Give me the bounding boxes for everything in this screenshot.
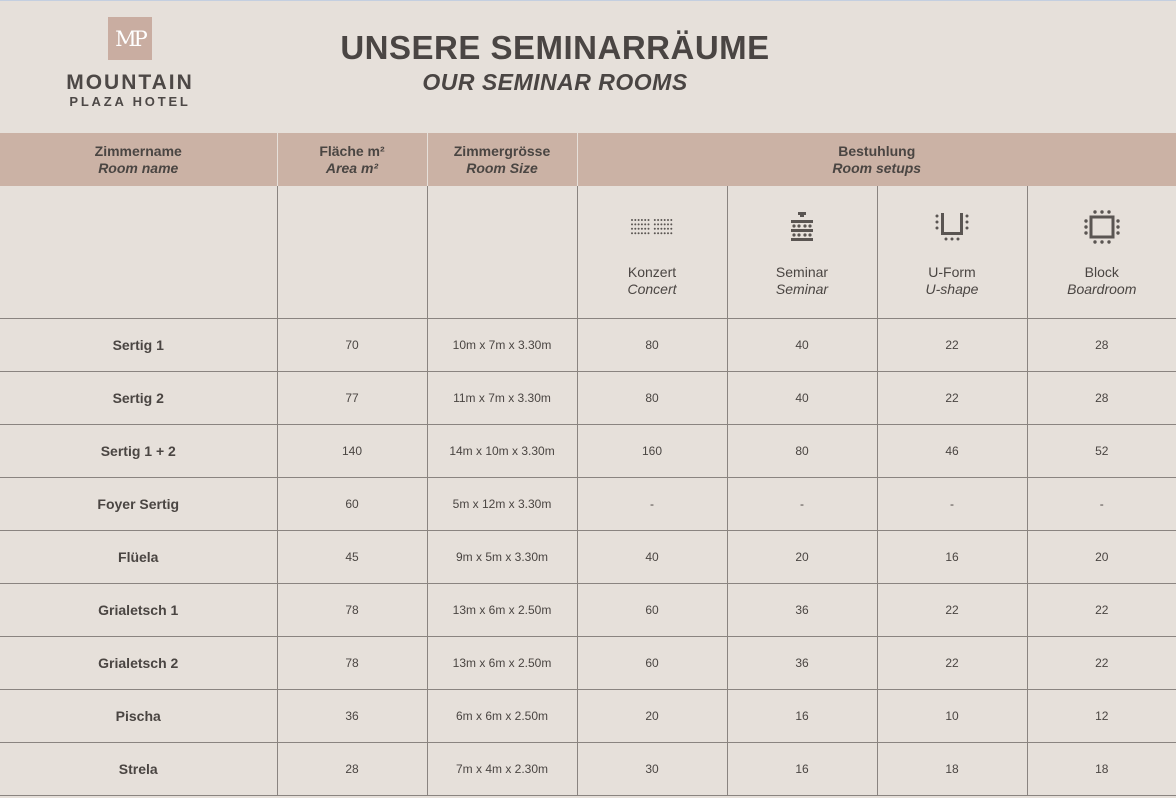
seminar-capacity-cell: 40 — [727, 372, 877, 425]
u-shape-capacity-cell: 22 — [877, 637, 1027, 690]
table-row — [0, 478, 1176, 531]
area-cell: 70 — [277, 319, 427, 372]
room-size-cell: 13m x 6m x 2.50m — [427, 584, 577, 637]
table-row — [0, 319, 1176, 372]
seminar-rooms-table — [0, 133, 1176, 796]
area-cell: 45 — [277, 531, 427, 584]
area-cell: 78 — [277, 637, 427, 690]
column-header-en: Room setups — [832, 159, 922, 176]
setup-seminar — [727, 186, 877, 319]
hotel-logo — [60, 17, 200, 110]
table-row — [0, 425, 1176, 478]
room-size-cell: 5m x 12m x 3.30m — [427, 478, 577, 531]
room-name-cell: Grialetsch 2 — [0, 637, 277, 690]
room-name-cell: Grialetsch 1 — [0, 584, 277, 637]
room-name-cell: Pischa — [0, 690, 277, 743]
concert-seating-icon — [578, 210, 727, 244]
table-row — [0, 743, 1176, 796]
concert-capacity-cell: 40 — [577, 531, 727, 584]
boardroom-seating-icon — [1028, 210, 1176, 244]
seminar-capacity-cell: 20 — [727, 531, 877, 584]
concert-capacity-cell: 80 — [577, 372, 727, 425]
u-shape-capacity-cell: 22 — [877, 372, 1027, 425]
room-name-cell: Sertig 1 + 2 — [0, 425, 277, 478]
column-header-de: Zimmergrösse — [453, 142, 551, 159]
setup-concert — [577, 186, 727, 319]
u-shape-capacity-cell: 22 — [877, 319, 1027, 372]
room-name-cell: Sertig 1 — [0, 319, 277, 372]
seminar-capacity-cell: 36 — [727, 637, 877, 690]
page-subtitle: OUR SEMINAR ROOMS — [422, 69, 688, 95]
concert-capacity-cell: 80 — [577, 319, 727, 372]
room-size-cell: 13m x 6m x 2.50m — [427, 637, 577, 690]
u-shape-capacity-cell: 10 — [877, 690, 1027, 743]
u-shape-capacity-cell: 18 — [877, 743, 1027, 796]
setup-label-en: U-shape — [925, 281, 979, 297]
logo-mark-icon: MP — [108, 17, 152, 60]
room-name-cell: Foyer Sertig — [0, 478, 277, 531]
setup-label-en: Concert — [627, 281, 677, 297]
setup-label-de: Konzert — [627, 264, 677, 280]
concert-capacity-cell: 60 — [577, 584, 727, 637]
u-shape-capacity-cell: - — [877, 478, 1027, 531]
setup-u-shape — [877, 186, 1027, 319]
setup-icons-row — [0, 186, 1176, 319]
column-header-de: Zimmername — [94, 142, 182, 159]
room-name-cell: Strela — [0, 743, 277, 796]
column-header-room-size — [427, 133, 577, 186]
seminar-capacity-cell: - — [727, 478, 877, 531]
seminar-capacity-cell: 36 — [727, 584, 877, 637]
room-name-cell: Flüela — [0, 531, 277, 584]
boardroom-capacity-cell: 28 — [1027, 319, 1176, 372]
room-size-cell: 6m x 6m x 2.50m — [427, 690, 577, 743]
area-cell: 28 — [277, 743, 427, 796]
top-border-line — [0, 0, 1176, 1]
setup-boardroom — [1027, 186, 1176, 319]
setup-row-empty-cell — [0, 186, 277, 319]
boardroom-capacity-cell: 22 — [1027, 637, 1176, 690]
column-header-en: Room Size — [466, 159, 538, 176]
boardroom-capacity-cell: 18 — [1027, 743, 1176, 796]
seminar-capacity-cell: 16 — [727, 690, 877, 743]
room-size-cell: 11m x 7m x 3.30m — [427, 372, 577, 425]
room-size-cell: 9m x 5m x 3.30m — [427, 531, 577, 584]
setup-label-en: Boardroom — [1067, 281, 1137, 297]
u-shape-capacity-cell: 16 — [877, 531, 1027, 584]
logo-wordmark-line2: PLAZA HOTEL — [69, 94, 191, 109]
concert-capacity-cell: 30 — [577, 743, 727, 796]
table-header-row — [0, 133, 1176, 186]
setup-label-de: U-Form — [928, 264, 976, 280]
concert-capacity-cell: 160 — [577, 425, 727, 478]
seminar-capacity-cell: 40 — [727, 319, 877, 372]
boardroom-capacity-cell: 12 — [1027, 690, 1176, 743]
column-header-de: Bestuhlung — [838, 142, 916, 159]
boardroom-capacity-cell: 28 — [1027, 372, 1176, 425]
area-cell: 60 — [277, 478, 427, 531]
page-heading — [280, 28, 830, 96]
logo-wordmark-line1: MOUNTAIN — [66, 71, 194, 94]
u-shape-capacity-cell: 22 — [877, 584, 1027, 637]
setup-label-de: Seminar — [775, 264, 829, 280]
table-row — [0, 690, 1176, 743]
concert-capacity-cell: - — [577, 478, 727, 531]
table-row — [0, 531, 1176, 584]
seminar-capacity-cell: 80 — [727, 425, 877, 478]
column-header-room-setups — [577, 133, 1176, 186]
setup-label-en: Seminar — [775, 281, 829, 297]
seminar-capacity-cell: 16 — [727, 743, 877, 796]
boardroom-capacity-cell: 22 — [1027, 584, 1176, 637]
room-size-cell: 14m x 10m x 3.30m — [427, 425, 577, 478]
boardroom-capacity-cell: 20 — [1027, 531, 1176, 584]
area-cell: 78 — [277, 584, 427, 637]
column-header-en: Room name — [98, 159, 179, 176]
setup-label-de: Block — [1084, 264, 1119, 280]
u-shape-seating-icon — [878, 210, 1027, 244]
column-header-de: Fläche m² — [319, 142, 385, 159]
area-cell: 140 — [277, 425, 427, 478]
boardroom-capacity-cell: 52 — [1027, 425, 1176, 478]
area-cell: 77 — [277, 372, 427, 425]
concert-capacity-cell: 60 — [577, 637, 727, 690]
room-size-cell: 10m x 7m x 3.30m — [427, 319, 577, 372]
table-row — [0, 637, 1176, 690]
area-cell: 36 — [277, 690, 427, 743]
room-name-cell: Sertig 2 — [0, 372, 277, 425]
column-header-area — [277, 133, 427, 186]
u-shape-capacity-cell: 46 — [877, 425, 1027, 478]
table-row — [0, 584, 1176, 637]
column-header-room-name — [0, 133, 277, 186]
setup-row-empty-cell — [277, 186, 427, 319]
table-row — [0, 372, 1176, 425]
seminar-seating-icon — [728, 210, 877, 244]
boardroom-capacity-cell: - — [1027, 478, 1176, 531]
setup-row-empty-cell — [427, 186, 577, 319]
column-header-en: Area m² — [325, 159, 379, 176]
concert-capacity-cell: 20 — [577, 690, 727, 743]
room-size-cell: 7m x 4m x 2.30m — [427, 743, 577, 796]
page-title: UNSERE SEMINARRÄUME — [340, 29, 770, 66]
